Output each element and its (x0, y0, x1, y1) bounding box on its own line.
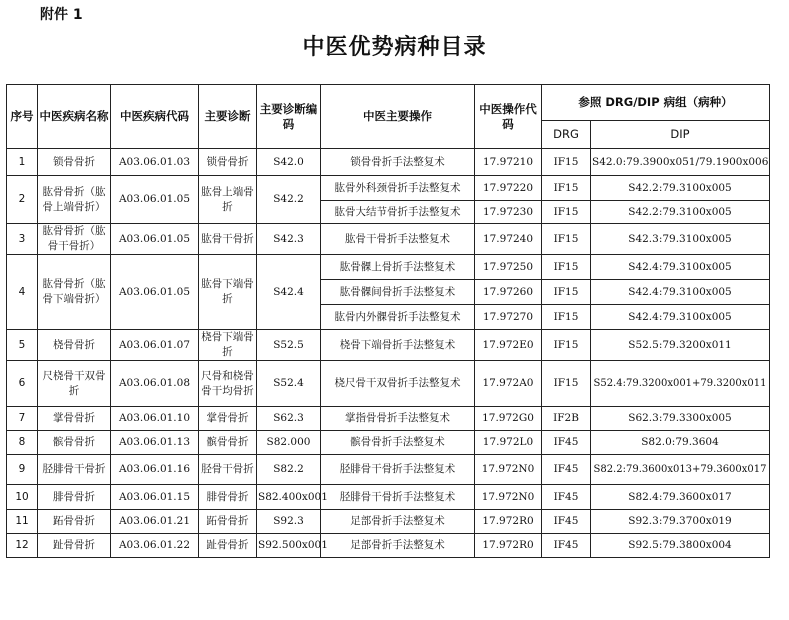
cell-op-code: 17.972G0 (475, 407, 542, 431)
cell-code: A03.06.01.08 (111, 361, 199, 407)
cell-main-dx: 尺骨和桡骨骨干均骨折 (199, 361, 257, 407)
cell-name: 趾骨骨折 (38, 534, 111, 558)
cell-op-code: 17.97250 (475, 255, 542, 280)
cell-main-dx: 桡骨下端骨折 (199, 330, 257, 361)
cell-op-code: 17.972R0 (475, 534, 542, 558)
cell-main-dx-code: S82.2 (257, 455, 321, 485)
cell-code: A03.06.01.05 (111, 255, 199, 330)
cell-op: 肱骨大结节骨折手法整复术 (321, 201, 475, 224)
cell-op-code: 17.97220 (475, 176, 542, 201)
cell-main-dx-code: S42.4 (257, 255, 321, 330)
cell-op-code: 17.97230 (475, 201, 542, 224)
cell-name: 肱骨骨折（肱骨下端骨折） (38, 255, 111, 330)
table-body (7, 149, 770, 558)
cell-main-dx-code: S42.2 (257, 176, 321, 224)
cell-op-code: 17.972R0 (475, 510, 542, 534)
cell-op-code: 17.972A0 (475, 361, 542, 407)
disease-table (6, 84, 770, 558)
header-main-dx: 主要诊断 (199, 85, 257, 149)
cell-main-dx: 肱骨下端骨折 (199, 255, 257, 330)
table-row (7, 407, 770, 431)
cell-op-code: 17.972N0 (475, 455, 542, 485)
cell-drg: IF45 (542, 455, 591, 485)
cell-op-code: 17.972L0 (475, 431, 542, 455)
cell-drg: IF15 (542, 330, 591, 361)
table-row (7, 361, 770, 407)
header-main-dx-code: 主要诊断编码 (257, 85, 321, 149)
cell-main-dx-code: S42.3 (257, 224, 321, 255)
cell-drg: IF15 (542, 280, 591, 305)
cell-dip: S42.0:79.3900x051/79.1900x006 (591, 149, 770, 176)
header-name: 中医疾病名称 (38, 85, 111, 149)
cell-op-code: 17.97240 (475, 224, 542, 255)
cell-name: 胫腓骨干骨折 (38, 455, 111, 485)
cell-dip: S42.2:79.3100x005 (591, 176, 770, 201)
cell-name: 锁骨骨折 (38, 149, 111, 176)
cell-op-code: 17.97270 (475, 305, 542, 330)
cell-drg: IF2B (542, 407, 591, 431)
cell-main-dx: 髌骨骨折 (199, 431, 257, 455)
cell-seq: 9 (7, 455, 38, 485)
cell-dip: S42.4:79.3100x005 (591, 255, 770, 280)
cell-main-dx-code: S92.500x001 (257, 534, 321, 558)
cell-code: A03.06.01.15 (111, 485, 199, 510)
cell-seq: 4 (7, 255, 38, 330)
table-row (7, 510, 770, 534)
cell-drg: IF15 (542, 176, 591, 201)
cell-drg: IF15 (542, 149, 591, 176)
attachment-label: 附件 1 (40, 7, 83, 23)
cell-op-code: 17.972E0 (475, 330, 542, 361)
cell-main-dx-code: S52.5 (257, 330, 321, 361)
cell-seq: 2 (7, 176, 38, 224)
cell-dip: S82.2:79.3600x013+79.3600x017 (591, 455, 770, 485)
cell-name: 肱骨骨折（肱骨干骨折） (38, 224, 111, 255)
cell-main-dx: 腓骨骨折 (199, 485, 257, 510)
cell-dip: S92.3:79.3700x019 (591, 510, 770, 534)
cell-seq: 1 (7, 149, 38, 176)
table-row (7, 485, 770, 510)
cell-dip: S92.5:79.3800x004 (591, 534, 770, 558)
cell-main-dx-code: S52.4 (257, 361, 321, 407)
header-dip: DIP (591, 121, 770, 149)
cell-name: 掌骨骨折 (38, 407, 111, 431)
cell-code: A03.06.01.05 (111, 176, 199, 224)
cell-seq: 12 (7, 534, 38, 558)
header-op-code: 中医操作代码 (475, 85, 542, 149)
table-row (7, 176, 770, 201)
table-row (7, 455, 770, 485)
cell-op-code: 17.972N0 (475, 485, 542, 510)
cell-dip: S42.3:79.3100x005 (591, 224, 770, 255)
table-row (7, 534, 770, 558)
cell-main-dx: 胫骨干骨折 (199, 455, 257, 485)
table-row (7, 149, 770, 176)
table-row (7, 255, 770, 280)
table-row (7, 224, 770, 255)
cell-code: A03.06.01.10 (111, 407, 199, 431)
cell-seq: 8 (7, 431, 38, 455)
cell-drg: IF15 (542, 361, 591, 407)
cell-drg: IF45 (542, 431, 591, 455)
cell-main-dx-code: S82.000 (257, 431, 321, 455)
cell-code: A03.06.01.22 (111, 534, 199, 558)
cell-seq: 11 (7, 510, 38, 534)
cell-drg: IF15 (542, 201, 591, 224)
cell-op: 桡尺骨干双骨折手法整复术 (321, 361, 475, 407)
cell-dip: S52.4:79.3200x001+79.3200x011 (591, 361, 770, 407)
cell-op: 胫腓骨干骨折手法整复术 (321, 455, 475, 485)
header-ref-group: 参照 DRG/DIP 病组（病种） (542, 85, 770, 121)
cell-op: 胫腓骨干骨折手法整复术 (321, 485, 475, 510)
cell-main-dx: 肱骨上端骨折 (199, 176, 257, 224)
cell-code: A03.06.01.05 (111, 224, 199, 255)
cell-main-dx-code: S92.3 (257, 510, 321, 534)
cell-name: 肱骨骨折（肱骨上端骨折） (38, 176, 111, 224)
cell-seq: 6 (7, 361, 38, 407)
header-code: 中医疾病代码 (111, 85, 199, 149)
cell-op-code: 17.97260 (475, 280, 542, 305)
cell-name: 桡骨骨折 (38, 330, 111, 361)
cell-main-dx: 趾骨骨折 (199, 534, 257, 558)
cell-op: 肱骨内外髁骨折手法整复术 (321, 305, 475, 330)
table-row (7, 330, 770, 361)
cell-main-dx: 跖骨骨折 (199, 510, 257, 534)
cell-main-dx-code: S82.400x001 (257, 485, 321, 510)
cell-name: 尺桡骨干双骨折 (38, 361, 111, 407)
cell-dip: S42.4:79.3100x005 (591, 280, 770, 305)
table-row (7, 431, 770, 455)
header-op: 中医主要操作 (321, 85, 475, 149)
cell-dip: S42.4:79.3100x005 (591, 305, 770, 330)
cell-code: A03.06.01.03 (111, 149, 199, 176)
cell-dip: S52.5:79.3200x011 (591, 330, 770, 361)
page-title: 中医优势病种目录 (302, 35, 487, 60)
cell-op: 掌指骨骨折手法整复术 (321, 407, 475, 431)
cell-op: 肱骨外科颈骨折手法整复术 (321, 176, 475, 201)
cell-drg: IF15 (542, 305, 591, 330)
cell-main-dx: 掌骨骨折 (199, 407, 257, 431)
cell-dip: S42.2:79.3100x005 (591, 201, 770, 224)
cell-name: 髌骨骨折 (38, 431, 111, 455)
cell-op: 足部骨折手法整复术 (321, 534, 475, 558)
cell-op: 足部骨折手法整复术 (321, 510, 475, 534)
cell-drg: IF45 (542, 510, 591, 534)
cell-op: 肱骨髁间骨折手法整复术 (321, 280, 475, 305)
cell-main-dx-code: S42.0 (257, 149, 321, 176)
cell-drg: IF45 (542, 534, 591, 558)
cell-op: 锁骨骨折手法整复术 (321, 149, 475, 176)
cell-main-dx-code: S62.3 (257, 407, 321, 431)
header-seq: 序号 (7, 85, 38, 149)
cell-seq: 7 (7, 407, 38, 431)
cell-code: A03.06.01.21 (111, 510, 199, 534)
cell-drg: IF15 (542, 224, 591, 255)
cell-dip: S62.3:79.3300x005 (591, 407, 770, 431)
cell-seq: 3 (7, 224, 38, 255)
cell-main-dx: 锁骨骨折 (199, 149, 257, 176)
cell-op: 髌骨骨折手法整复术 (321, 431, 475, 455)
cell-drg: IF15 (542, 255, 591, 280)
cell-name: 腓骨骨折 (38, 485, 111, 510)
cell-op-code: 17.97210 (475, 149, 542, 176)
cell-code: A03.06.01.16 (111, 455, 199, 485)
cell-op: 肱骨髁上骨折手法整复术 (321, 255, 475, 280)
header-drg: DRG (542, 121, 591, 149)
cell-dip: S82.4:79.3600x017 (591, 485, 770, 510)
cell-dip: S82.0:79.3604 (591, 431, 770, 455)
cell-name: 跖骨骨折 (38, 510, 111, 534)
cell-seq: 5 (7, 330, 38, 361)
cell-drg: IF45 (542, 485, 591, 510)
cell-code: A03.06.01.13 (111, 431, 199, 455)
cell-code: A03.06.01.07 (111, 330, 199, 361)
cell-op: 肱骨干骨折手法整复术 (321, 224, 475, 255)
cell-seq: 10 (7, 485, 38, 510)
cell-op: 桡骨下端骨折手法整复术 (321, 330, 475, 361)
cell-main-dx: 肱骨干骨折 (199, 224, 257, 255)
